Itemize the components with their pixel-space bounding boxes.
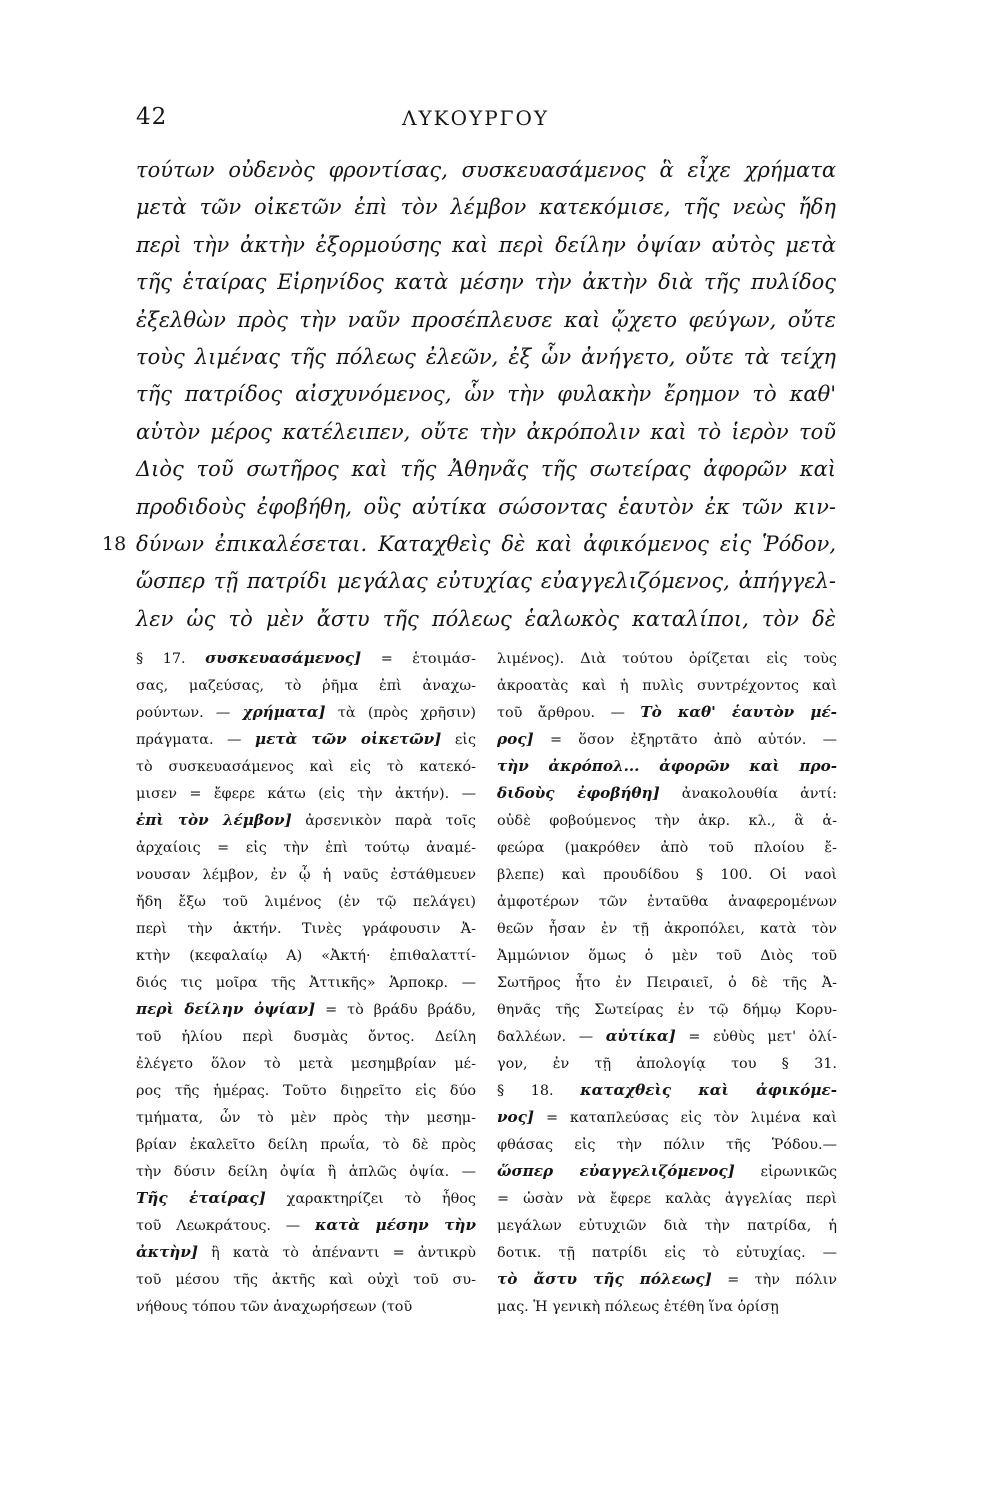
commentary-text: ἀμφοτέρων τῶν ἐνταῦθα ἀναφερομένων	[497, 894, 837, 910]
commentary-text: § 18.	[497, 1083, 581, 1099]
commentary-text: ἐλέγετο ὅλον τὸ μετὰ μεσημβρίαν μέ-	[136, 1056, 476, 1072]
commentary-line	[497, 969, 837, 996]
main-text-line: περὶ τὴν ἀκτὴν ἐξορμούσης καὶ περὶ δείλην ὀψίαν αὐτὸς μετὰ	[136, 232, 836, 257]
commentary-line	[136, 753, 476, 780]
commentary-text: = τὴν πόλιν	[711, 1272, 838, 1288]
commentary-line	[136, 780, 476, 807]
commentary-text: κτὴν (κεφαλαίῳ Α) «Ἀκτή· ἐπιθαλαττί-	[136, 948, 476, 964]
commentary-text: βλεπε) καὶ προυδίδου § 100. Οἱ ναοὶ	[497, 867, 837, 883]
commentary-text: § 17.	[136, 651, 206, 667]
main-text-block	[102, 152, 836, 638]
commentary-line	[136, 1050, 476, 1077]
commentary-text: τοῦ ἡλίου περὶ δυσμὰς ὄντος. Δείλη	[136, 1029, 476, 1045]
main-text-line: ἐξελθὼν πρὸς τὴν ναῦν προσέπλευσε καὶ ᾤχετο φεύγων, οὔτε	[136, 307, 836, 332]
commentary-line	[497, 645, 837, 672]
running-title: ΛΥΚΟΥΡΓΟΥ	[402, 106, 550, 130]
commentary-line	[136, 1185, 476, 1212]
commentary-line	[497, 942, 837, 969]
main-text-line: μετὰ τῶν οἰκετῶν ἐπὶ τὸν λέμβον κατεκόμισε, τῆς νεὼς ἤδη	[136, 195, 836, 220]
page-header	[0, 98, 984, 142]
commentary-text: λιμένος). Διὰ τούτου ὁρίζεται εἰς τοὺς	[497, 651, 837, 667]
commentary-text: θεῶν ἦσαν ἐν τῇ ἀκροπόλει, κατὰ τὸν	[497, 921, 837, 937]
lemma: περὶ δείλην ὀψίαν]	[136, 1000, 316, 1018]
commentary-line	[497, 780, 837, 807]
commentary-line	[136, 1239, 476, 1266]
commentary-text: ἀκροατὰς καὶ ἡ πυλὶς συντρέχοντος καὶ	[497, 678, 837, 694]
commentary-text: περὶ τὴν ἀκτήν. Τινὲς γράφουσιν Ἀ-	[136, 921, 476, 937]
commentary-line	[136, 942, 476, 969]
main-text-line: προδιδοὺς ἐφοβήθη, οὓς αὐτίκα σώσοντας ἑαυτὸν ἐκ τῶν κιν-	[136, 494, 836, 519]
commentary-text: χαρακτηρίζει τὸ ἦθος	[265, 1191, 476, 1207]
lemma: ρος]	[497, 730, 534, 748]
main-text-line: ὥσπερ τῇ πατρίδι μεγάλας εὐτυχίας εὐαγγελιζόμενος, ἀπήγγελ-	[136, 569, 836, 594]
commentary-line	[497, 996, 837, 1023]
commentary-line	[497, 1023, 837, 1050]
commentary-text: μας. Ἡ γενικὴ πόλεως ἐτέθη ἵνα ὁρίσῃ	[497, 1299, 779, 1315]
commentary-text: = ὡσὰν νὰ ἔφερε καλὰς ἀγγελίας περὶ	[497, 1191, 837, 1207]
commentary-line	[136, 1158, 476, 1185]
lemma: καταχθεὶς καὶ ἀφικόμε-	[580, 1081, 837, 1099]
commentary-text: διός τις μοῖρα τῆς Ἀττικῆς» Ἁρποκρ. —	[136, 975, 476, 991]
main-text-line: λεν ὡς τὸ μὲν ἄστυ τῆς πόλεως ἑαλωκὸς καταλίποι, τὸν δὲ	[136, 606, 836, 631]
commentary-line	[497, 807, 837, 834]
commentary-line	[497, 1185, 837, 1212]
lemma: ἐπὶ τὸν λέμβον]	[136, 811, 292, 829]
commentary-text: γον, ἐν τῇ ἀπολογίᾳ του § 31.	[497, 1056, 837, 1072]
commentary-line	[497, 888, 837, 915]
commentary-text: ρούντων. —	[136, 705, 243, 721]
main-text-line: τοὺς λιμένας τῆς πόλεως ἐλεῶν, ἐξ ὧν ἀνήγετο, οὔτε τὰ τείχη	[136, 344, 836, 369]
commentary-line	[497, 1131, 837, 1158]
main-text-line: τούτων οὐδενὸς φροντίσας, συσκευασάμενος ἃ εἶχε χρήματα	[136, 158, 836, 182]
lemma: νος]	[497, 1108, 535, 1126]
section-marker: 18	[102, 532, 127, 555]
commentary-line	[136, 1077, 476, 1104]
commentary-text: φεώρα (μακρόθεν ἀπὸ τοῦ πλοίου ἔ-	[497, 840, 837, 856]
commentary-text: δοτικ. τῇ πατρίδι εἰς τὸ εὐτυχίας. —	[497, 1245, 837, 1261]
lemma: τὸ ἄστυ τῆς πόλεως]	[497, 1270, 712, 1288]
commentary-line	[136, 699, 476, 726]
commentary-text: εἰρωνικῶς	[734, 1164, 838, 1180]
commentary-text: ρος τῆς ἡμέρας. Τοῦτο διῃρεῖτο εἰς δύο	[136, 1083, 476, 1099]
commentary-line	[136, 1131, 476, 1158]
commentary-line	[497, 1158, 837, 1185]
lemma: συσκευασάμενος]	[205, 649, 362, 667]
commentary-text: δαλλέων. —	[497, 1029, 606, 1045]
commentary-text: = εὐθὺς μετ' ὀλί-	[675, 1029, 837, 1045]
commentary-line	[136, 996, 476, 1023]
commentary-text: ἀρχαίοις = εἰς τὴν ἐπὶ τούτῳ ἀναμέ-	[136, 840, 476, 856]
commentary-column-left	[136, 645, 476, 1320]
commentary-text: φθάσας εἰς τὴν πόλιν τῆς Ῥόδου.—	[497, 1137, 837, 1153]
lemma: διδοὺς ἐφοβήθη]	[497, 784, 660, 802]
commentary-column-right	[497, 645, 837, 1320]
commentary-text: μεγάλων εὐτυχιῶν διὰ τὴν πατρίδα, ἡ	[497, 1218, 837, 1234]
commentary-line	[136, 726, 476, 753]
commentary-line	[136, 1293, 476, 1320]
commentary-line	[136, 1104, 476, 1131]
commentary-line	[136, 969, 476, 996]
commentary-line	[497, 1104, 837, 1131]
page-number: 42	[136, 104, 168, 130]
commentary-line	[136, 834, 476, 861]
main-text-line: Διὸς τοῦ σωτῆρος καὶ τῆς Ἀθηνᾶς τῆς σωτείρας ἀφορῶν καὶ	[136, 457, 836, 482]
commentary-text: τὰ (πρὸς χρῆσιν)	[325, 705, 476, 721]
main-text-line: τῆς πατρίδος αἰσχυνόμενος, ὧν τὴν φυλακὴν ἔρημον τὸ καθ'	[136, 382, 836, 407]
commentary-text: = ὅσον ἐξηρτᾶτο ἀπὸ αὐτόν. —	[533, 732, 837, 748]
commentary-text: νουσαν λέμβον, ἐν ᾧ ἡ ναῦς ἐστάθμευεν	[136, 867, 476, 883]
lemma: χρήματα]	[242, 703, 326, 721]
commentary-text: Σωτῆρος ἦτο ἐν Πειραιεῖ, ὁ δὲ τῆς Ἀ-	[497, 975, 837, 991]
commentary-text: ἀρσενικὸν παρὰ τοῖς	[291, 813, 476, 829]
commentary-line	[136, 888, 476, 915]
commentary-line	[497, 753, 837, 780]
commentary-line	[136, 672, 476, 699]
commentary-line	[497, 726, 837, 753]
commentary-text: οὐδὲ φοβούμενος τὴν ἀκρ. κλ., ἃ ἀ-	[497, 813, 837, 829]
commentary-line	[136, 1212, 476, 1239]
commentary-line	[497, 915, 837, 942]
commentary-text: τμήματα, ὧν τὸ μὲν πρὸς τὴν μεσημ-	[136, 1110, 476, 1126]
lemma: τὴν ἀκρόπολ... ἀφορῶν καὶ προ-	[497, 757, 837, 775]
commentary-text: μισεν = ἔφερε κάτω (εἰς τὴν ἀκτήν). —	[136, 786, 476, 802]
commentary-line	[136, 1023, 476, 1050]
commentary-text: τὴν δύσιν δείλη ὀψία ἢ ἁπλῶς ὀψία. —	[136, 1164, 476, 1180]
commentary-text: νήθους τόπου τῶν ἀναχωρήσεων (τοῦ	[136, 1299, 413, 1315]
commentary-text: σας, μαζεύσας, τὸ ῥῆμα ἐπὶ ἀναχω-	[136, 678, 476, 694]
commentary-text: ἤδη ἔξω τοῦ λιμένος (ἐν τῷ πελάγει)	[136, 894, 476, 910]
lemma: αὐτίκα]	[605, 1027, 676, 1045]
commentary-line	[497, 1266, 837, 1293]
commentary-text: = καταπλεύσας εἰς τὸν λιμένα καὶ	[534, 1110, 837, 1126]
commentary-text: βρίαν ἐκαλεῖτο δείλη πρωΐα, τὸ δὲ πρὸς	[136, 1137, 476, 1153]
lemma: ὥσπερ εὐαγγελιζόμενος]	[497, 1162, 735, 1180]
commentary-text: τοῦ Λεωκράτους. —	[136, 1218, 316, 1234]
commentary-line	[136, 915, 476, 942]
commentary-line	[136, 861, 476, 888]
commentary-text: τοῦ μέσου τῆς ἀκτῆς καὶ οὐχὶ τοῦ συ-	[136, 1272, 476, 1288]
lemma: μετὰ τῶν οἰκετῶν]	[254, 730, 442, 748]
commentary-text: ἀνακολουθία ἀντί:	[659, 786, 837, 802]
commentary-text: τοῦ ἄρθρου. —	[497, 705, 641, 721]
lemma: ἀκτὴν]	[136, 1243, 199, 1261]
commentary-text: τὸ συσκευασάμενος καὶ εἰς τὸ κατεκό-	[136, 759, 476, 775]
commentary-line	[136, 645, 476, 672]
commentary-text: = ἑτοιμάσ-	[361, 651, 476, 667]
commentary-line	[136, 807, 476, 834]
commentary-line	[497, 861, 837, 888]
commentary-text: ἢ κατὰ τὸ ἀπέναντι = ἀντικρὺ	[198, 1245, 476, 1261]
main-text-line: 18 δύνων ἐπικαλέσεται. Καταχθεὶς δὲ καὶ ἀφικόμενος εἰς Ῥόδον,	[136, 526, 836, 563]
commentary-text: Ἀμμώνιον ὅμως ὁ μὲν τοῦ Διὸς τοῦ	[497, 948, 837, 964]
main-text-line: αὑτὸν μέρος κατέλειπεν, οὔτε τὴν ἀκρόπολιν καὶ τὸ ἱερὸν τοῦ	[136, 419, 836, 444]
lemma: Τῆς ἑταίρας]	[136, 1189, 266, 1207]
lemma: κατὰ μέσην τὴν	[315, 1216, 476, 1234]
commentary-text: πράγματα. —	[136, 732, 255, 748]
commentary-line	[136, 1266, 476, 1293]
commentary-line	[497, 672, 837, 699]
commentary-text: θηνᾶς τῆς Σωτείρας ἐν τῷ δήμῳ Κορυ-	[497, 1002, 837, 1018]
commentary-line	[497, 1077, 837, 1104]
commentary-line	[497, 834, 837, 861]
commentary-text: = τὸ βράδυ βράδυ,	[315, 1002, 476, 1018]
main-text-line: τῆς ἑταίρας Εἰρηνίδος κατὰ μέσην τὴν ἀκτὴν διὰ τῆς πυλίδος	[136, 270, 836, 295]
lemma: Τὸ καθ' ἑαυτὸν μέ-	[640, 703, 837, 721]
commentary-line	[497, 1050, 837, 1077]
commentary-line	[497, 1293, 837, 1320]
commentary-line	[497, 1239, 837, 1266]
commentary-line	[497, 1212, 837, 1239]
commentary-line	[497, 699, 837, 726]
commentary-text: εἰς	[441, 732, 476, 748]
